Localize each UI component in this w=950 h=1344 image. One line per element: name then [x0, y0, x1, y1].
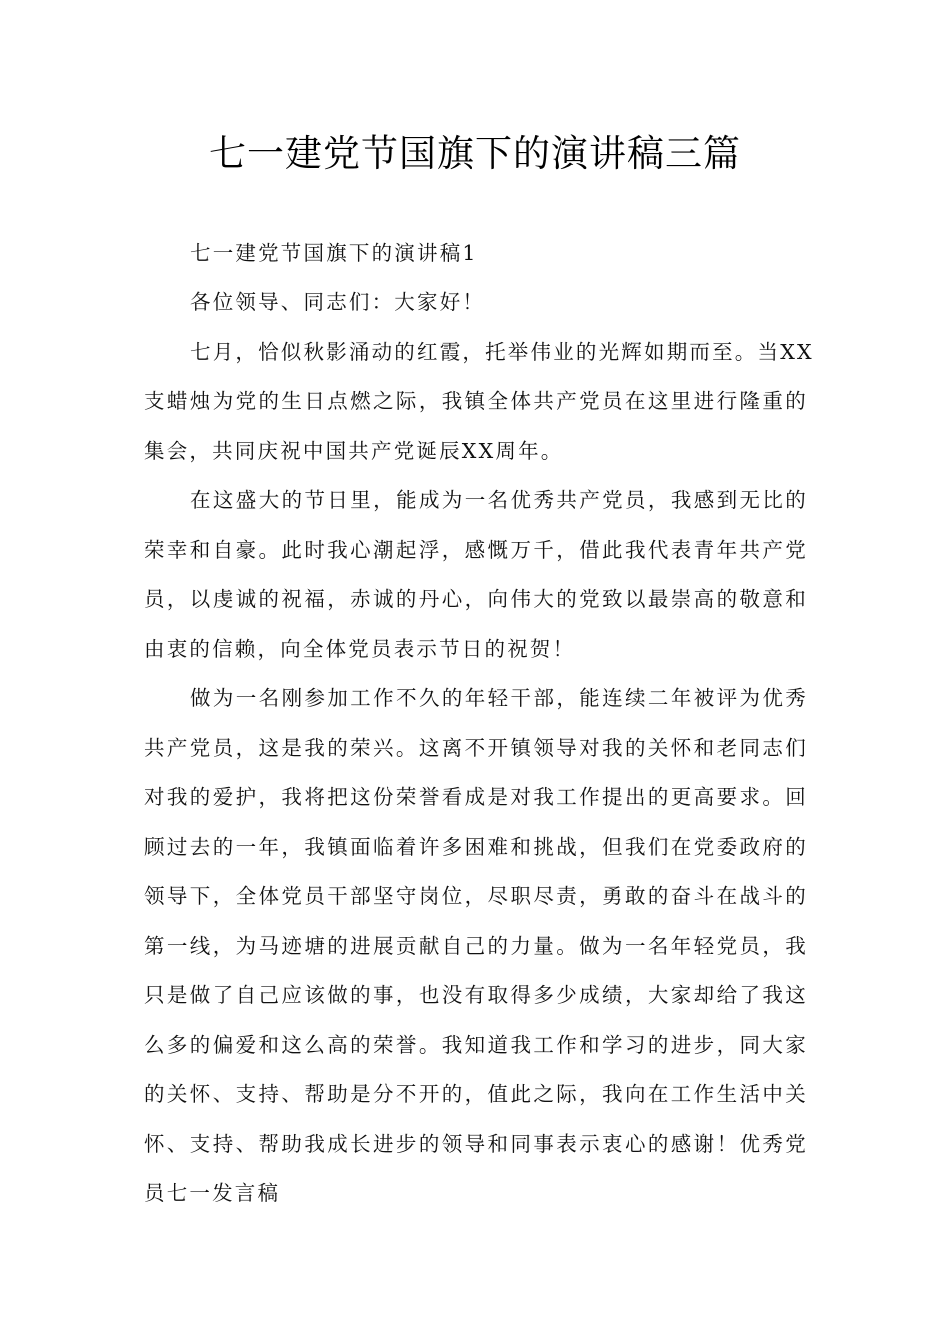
- document-title: 七一建党节国旗下的演讲稿三篇: [209, 132, 741, 175]
- paragraph-2-line-2: 荣幸和自豪。此时我心潮起浮，感慨万千，借此我代表青年共产党: [144, 538, 808, 562]
- paragraph-2-line-1: 在这盛大的节日里，能成为一名优秀共产党员，我感到无比的: [190, 488, 808, 512]
- paragraph-1-line-1: 七月，恰似秋影涌动的红霞，托举伟业的光辉如期而至。当XX: [190, 340, 814, 364]
- paragraph-3-line-4: 顾过去的一年，我镇面临着许多困难和挑战，但我们在党委政府的: [144, 835, 808, 859]
- paragraph-3-line-10: 怀、支持、帮助我成长进步的领导和同事表示衷心的感谢！优秀党: [144, 1132, 808, 1156]
- paragraph-3-line-2: 共产党员，这是我的荣兴。这离不开镇领导对我的关怀和老同志们: [144, 736, 808, 760]
- paragraph-3-line-8: 么多的偏爱和这么高的荣誉。我知道我工作和学习的进步，同大家: [144, 1033, 808, 1057]
- paragraph-3-line-7: 只是做了自己应该做的事，也没有取得多少成绩，大家却给了我这: [144, 983, 808, 1007]
- paragraph-2-line-4: 由衷的信赖，向全体党员表示节日的祝贺！: [144, 637, 576, 661]
- paragraph-3-line-1: 做为一名刚参加工作不久的年轻干部，能连续二年被评为优秀: [190, 686, 808, 710]
- paragraph-3-line-5: 领导下，全体党员干部坚守岗位，尽职尽责，勇敢的奋斗在战斗的: [144, 884, 808, 908]
- speech-subtitle: 七一建党节国旗下的演讲稿1: [190, 241, 478, 265]
- paragraph-2-line-3: 员，以虔诚的祝福，赤诚的丹心，向伟大的党致以最崇高的敬意和: [144, 587, 808, 611]
- greeting: 各位领导、同志们：大家好！: [190, 290, 486, 314]
- paragraph-3-line-11: 员七一发言稿: [144, 1181, 281, 1205]
- paragraph-3-line-9: 的关怀、支持、帮助是分不开的，值此之际，我向在工作生活中关: [144, 1082, 808, 1106]
- paragraph-3-line-3: 对我的爱护，我将把这份荣誉看成是对我工作提出的更高要求。回: [144, 785, 808, 809]
- paragraph-1-line-2: 支蜡烛为党的生日点燃之际，我镇全体共产党员在这里进行隆重的: [144, 389, 808, 413]
- paragraph-3-line-6: 第一线，为马迹塘的进展贡献自己的力量。做为一名年轻党员，我: [144, 934, 808, 958]
- paragraph-1-line-3: 集会，共同庆祝中国共产党诞辰XX周年。: [144, 439, 564, 463]
